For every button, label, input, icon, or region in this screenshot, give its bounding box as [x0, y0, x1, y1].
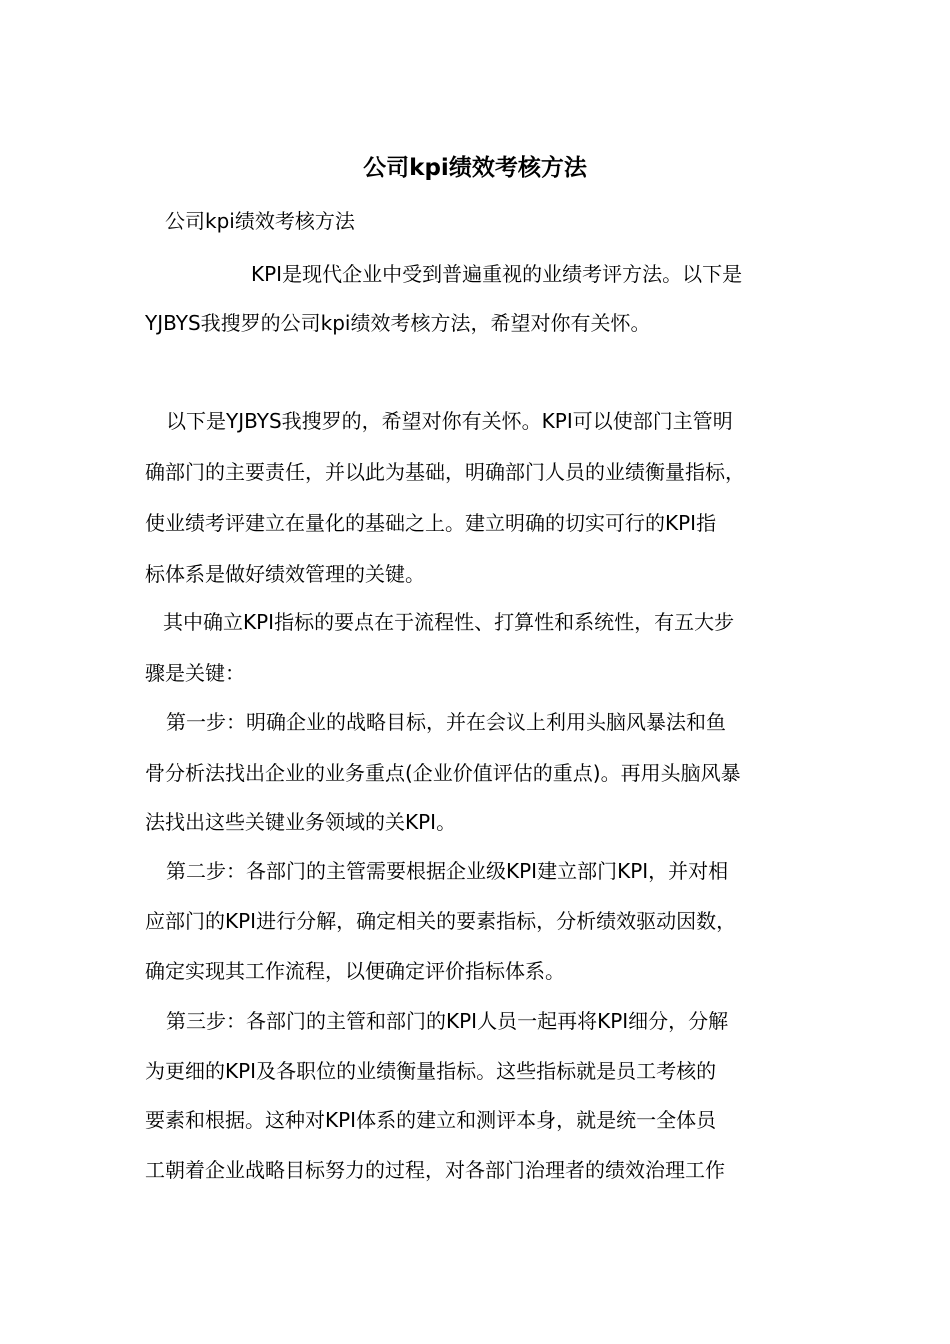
- paragraph-line: YJBYS我搜罗的公司kpi绩效考核方法，希望对你有关怀。: [145, 311, 651, 335]
- paragraph-line: 要素和根据。这种对KPI体系的建立和测评本身，就是统一全体员: [145, 1108, 717, 1132]
- paragraph-line: 为更细的KPI及各职位的业绩衡量指标。这些指标就是员工考核的: [145, 1059, 717, 1083]
- paragraph-line: 工朝着企业战略目标努力的过程，对各部门治理者的绩效治理工作: [145, 1158, 725, 1182]
- paragraph-line: 其中确立KPI指标的要点在于流程性、打算性和系统性，有五大步: [163, 610, 735, 634]
- subtitle-line: 公司kpi绩效考核方法: [165, 209, 355, 233]
- paragraph-line: 标体系是做好绩效管理的关键。: [145, 562, 425, 586]
- paragraph-line: 第三步：各部门的主管和部门的KPI人员一起再将KPI细分，分解: [166, 1009, 729, 1033]
- paragraph-line: 法找出这些关键业务领域的关KPI。: [145, 810, 457, 834]
- paragraph-line: 第二步：各部门的主管需要根据企业级KPI建立部门KPI，并对相: [166, 859, 729, 883]
- document-title: 公司kpi绩效考核方法: [363, 155, 587, 181]
- paragraph-line: 应部门的KPI进行分解，确定相关的要素指标，分析绩效驱动因数，: [145, 909, 737, 933]
- paragraph-line: 确部门的主要责任，并以此为基础，明确部门人员的业绩衡量指标，: [145, 460, 745, 484]
- paragraph-line: 骤是关键：: [145, 661, 245, 685]
- paragraph-line: 以下是YJBYS我搜罗的，希望对你有关怀。KPI可以使部门主管明: [166, 409, 733, 433]
- paragraph-line: 使业绩考评建立在量化的基础之上。建立明确的切实可行的KPI指: [145, 511, 717, 535]
- paragraph-line: KPI是现代企业中受到普遍重视的业绩考评方法。以下是: [251, 262, 743, 286]
- paragraph-line: 确定实现其工作流程，以便确定评价指标体系。: [145, 959, 565, 983]
- paragraph-line: 第一步：明确企业的战略目标，并在会议上利用头脑风暴法和鱼: [166, 710, 726, 734]
- paragraph-line: 骨分析法找出企业的业务重点(企业价值评估的重点)。再用头脑风暴: [145, 761, 741, 785]
